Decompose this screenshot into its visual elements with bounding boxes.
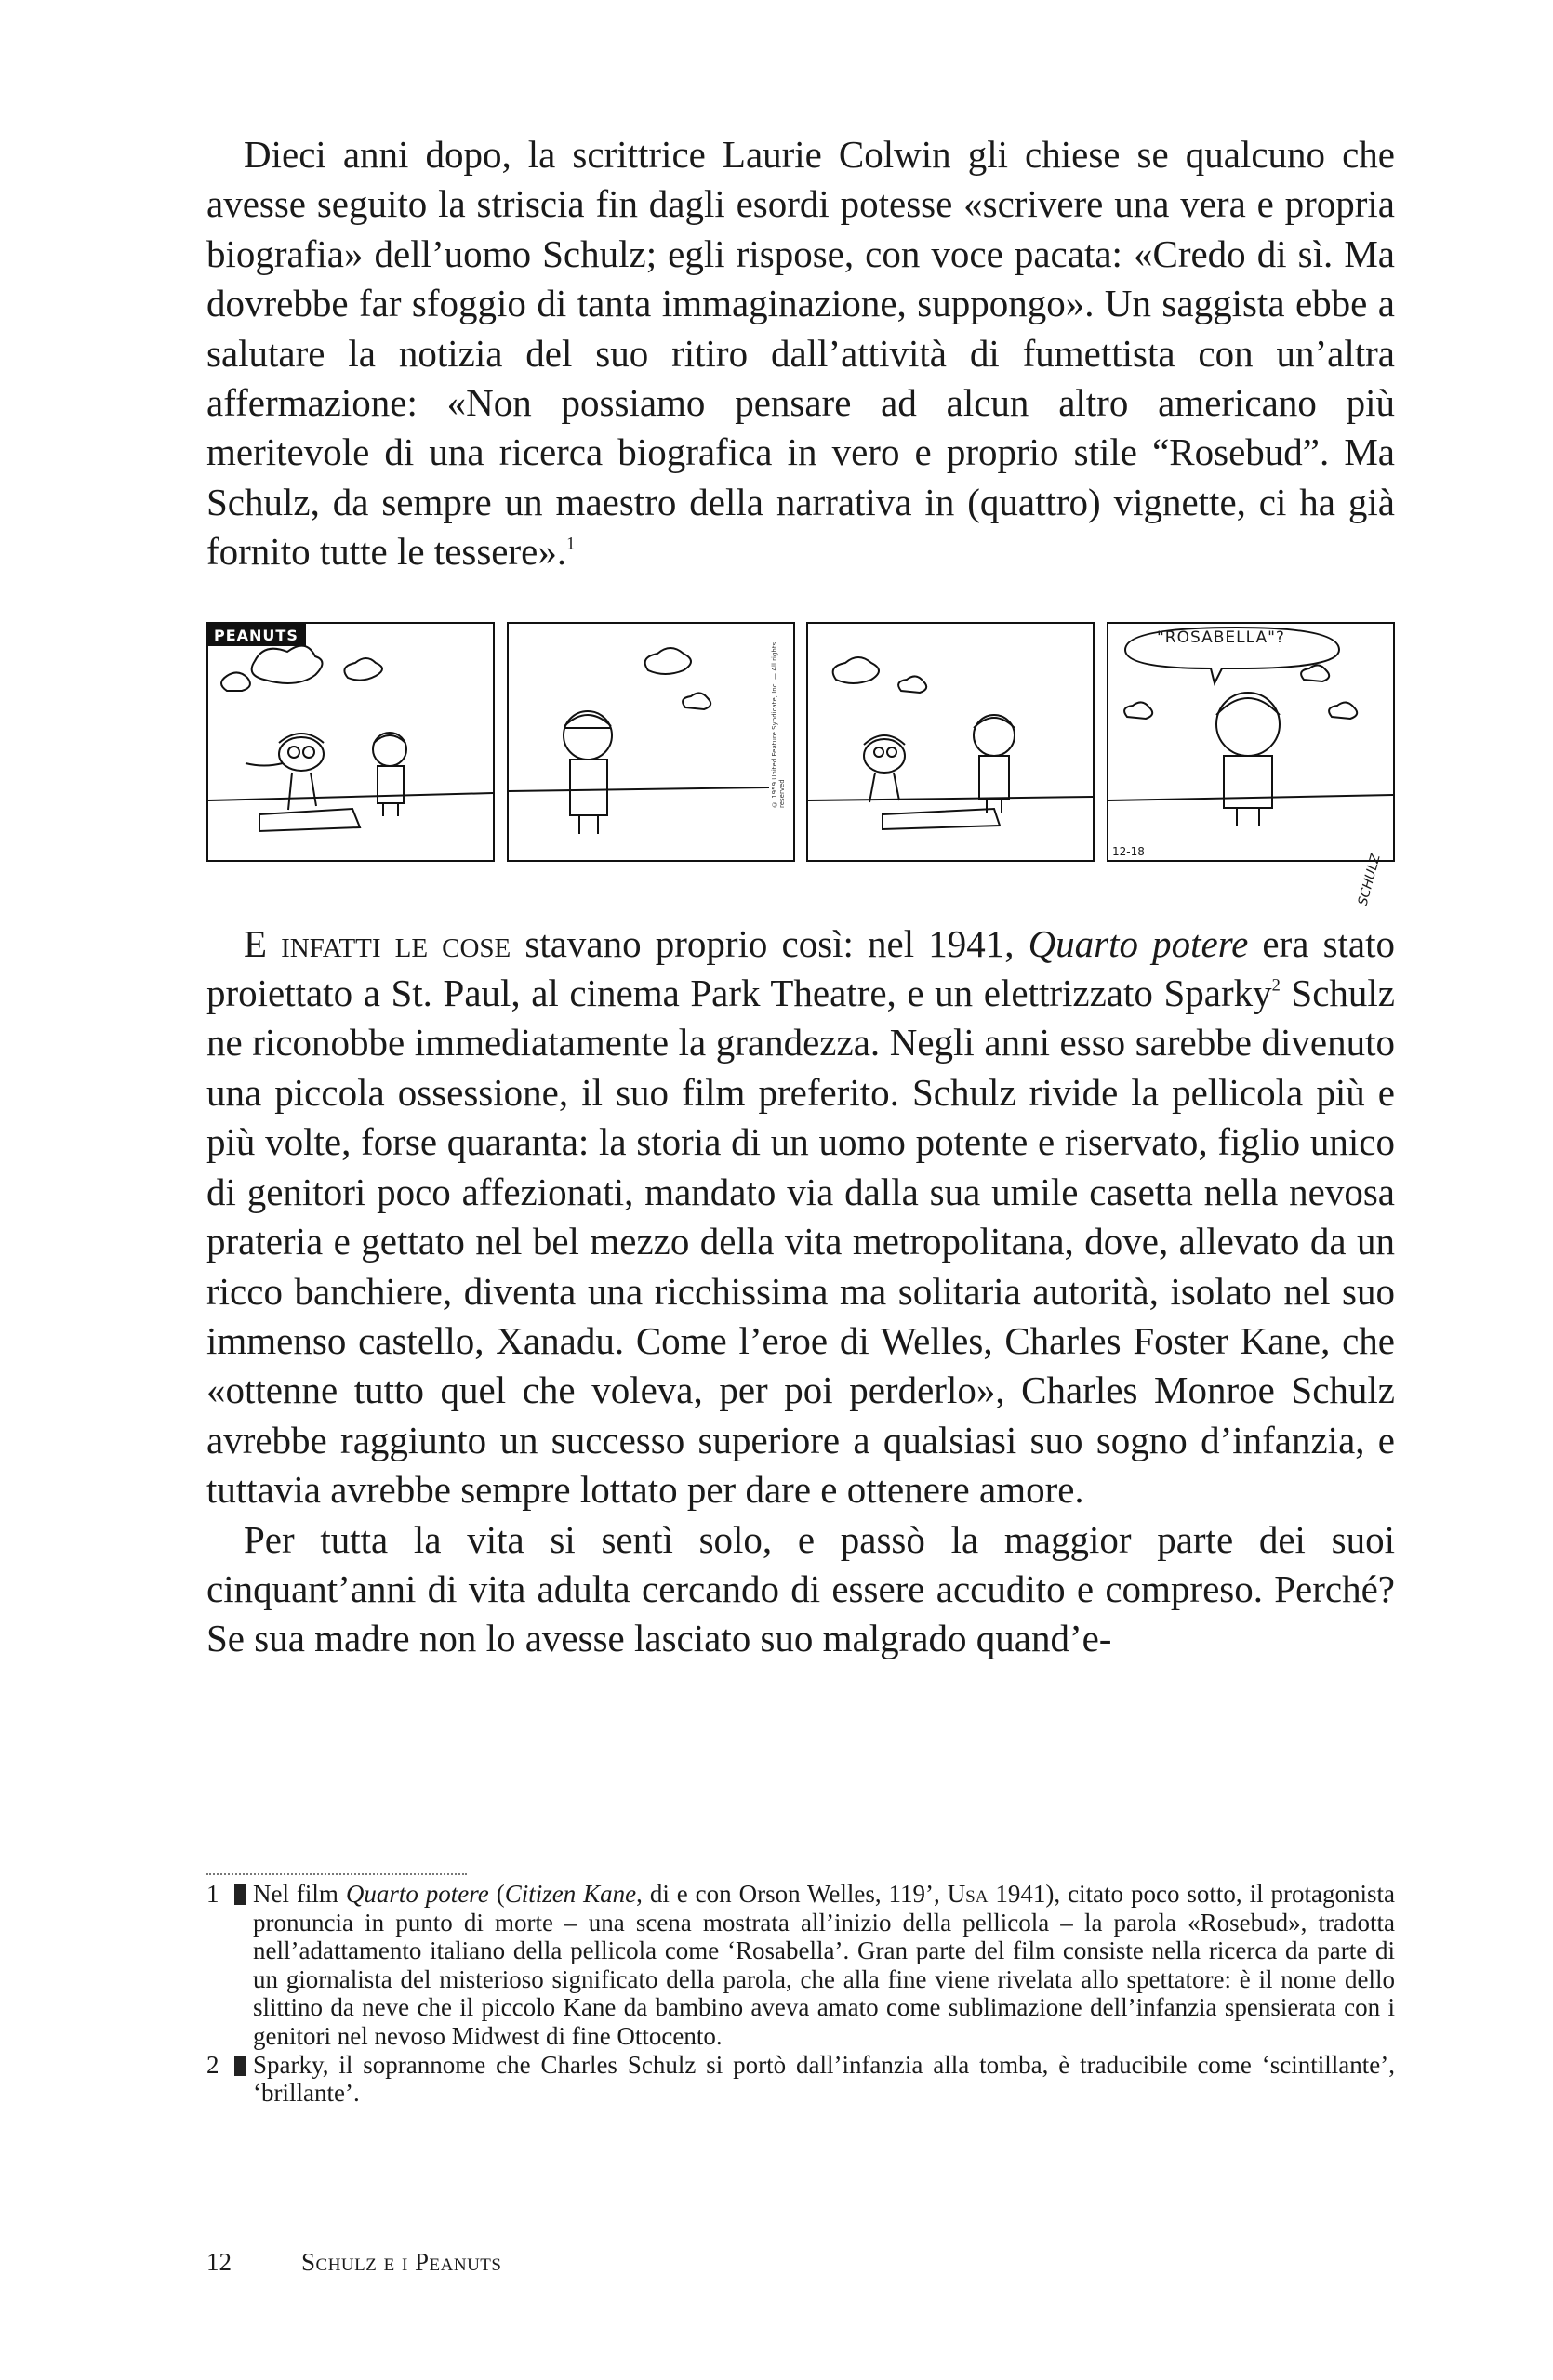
comic-panel-1 (206, 622, 495, 862)
panel-3-drawing (808, 624, 1093, 860)
peanuts-logo: PEANUTS (208, 624, 306, 646)
paragraph-2-lead: E infatti le cose (244, 921, 511, 965)
strip-date: 12-18 (1111, 844, 1145, 858)
film-title: Quarto potere (1028, 921, 1249, 965)
paragraph-3: Per tutta la vita si sentì solo, e passò la maggior parte dei suoi cinquant’anni di vita adulta cercando di essere accudito e compreso. Perché? Se sua madre non lo avesse lasciato suo malgrado quand’e- (206, 1517, 1395, 1660)
page-footer (206, 2248, 502, 2277)
footnote-1 (206, 1880, 1395, 2051)
footnotes (206, 1880, 1395, 2108)
schulz-signature: SCHULZ (1355, 852, 1384, 907)
comic-panel-4 (1107, 622, 1395, 907)
panel-4-drawing (1108, 624, 1393, 860)
page-number: 12 (206, 2248, 232, 2276)
footnote-2-text: Sparky, il soprannome che Charles Schulz si portò dall’infanzia alla tomba, è traducibile come ‘scintillante’, ‘brillante’. (253, 2050, 1395, 2108)
panel-2-drawing (509, 624, 793, 860)
speech-balloon-text: "ROSABELLA"? (1156, 628, 1285, 647)
footnote-ref-2[interactable]: 2 (1271, 975, 1281, 995)
footnote-separator (206, 1873, 467, 1875)
panel-1-drawing (208, 624, 493, 860)
footnote-ref-1[interactable]: 1 (566, 534, 576, 553)
footnote-1-text: Nel film Quarto potere (Citizen Kane, di e con Orson Welles, 119’, Usa 1941), citato poco sotto, il protagonista pronuncia in punto di morte – una scena mostrata all’inizio della pellicola – la parola «Rosebud», tradotta nell’adattamento italiano della pellicola come ‘Rosabella’. Gran parte del film consiste nella ricerca da parte di un giornalista del misterioso significato della parola, che alla fine viene rivelata allo spettatore: è il nome dello slittino da neve che il piccolo Kane da bambino aveva amato come sublimazione dell’infanzia spensierata con i genitori nel nevoso Midwest di fine Ottocento. (253, 1880, 1396, 2050)
paragraph-2: E infatti le cose stavano proprio così: nel 1941, Quarto potere era stato proiettato a St. Paul, al cinema Park Theatre, e un elettrizzato Sparky$^2$ Schulz ne riconobbe immediatamente la grandezza. Negli anni esso sarebbe divenuto una piccola ossessione, il suo film preferito. Schulz rivide la pellicola più e più volte, forse quaranta: la storia di un uomo potente e riservato, figlio unico di genitori poco affezionati, mandato via dalla sua umile casetta nella nevosa prateria e gettato nel bel mezzo della vita metropolitana, dove, allevato da un ricco banchiere, diventa una ricchissima ma solitaria autorità, isolato nel suo immenso castello, Xanadu. Come l’eroe di Welles, Charles Foster Kane, che «ottenne tutto quel che voleva, per poi perderlo», Charles Monroe Schulz avrebbe raggiunto un successo superiore a qualsiasi suo sogno d’infanzia, e tuttavia avrebbe sempre lottato per dare e ottenere amore. (206, 921, 1396, 1512)
comic-panel-2 (507, 622, 795, 862)
footnote-2 (206, 2051, 1395, 2108)
footnote-2-number: 2 (206, 2050, 219, 2079)
paragraph-1: Dieci anni dopo, la scrittrice Laurie Colwin gli chiese se qualcuno che avesse seguito la striscia fin dagli esordi potesse «scrivere una vera e propria biografia» dell’uomo Schulz; egli rispose, con voce pacata: «Credo di sì. Ma dovrebbe far sfoggio di tanta immaginazione, suppongo». Un saggista ebbe a salutare la notizia del suo ritiro dall’attività di fumettista con un’altra affermazione: «Non possiamo pensare ad alcun altro americano più meritevole di una ricerca biografica in vero e proprio stile “Rosebud”. Ma Schulz, da sempre un maestro della narrativa in (quattro) vignette, ci ha già fornito tutte le tessere».$^1$ (206, 133, 1395, 574)
footnote-marker-icon (234, 2056, 246, 2076)
footnote-marker-icon (234, 1884, 246, 1905)
comic-panel-3 (806, 622, 1095, 862)
copyright-notice: © 1959 United Feature Syndicate, Inc. — All rights reserved (770, 641, 786, 808)
running-title: Schulz e i Peanuts (301, 2248, 502, 2276)
peanuts-comic-strip (206, 622, 1395, 907)
footnote-1-number: 1 (206, 1880, 219, 1908)
main-text (206, 130, 1395, 1664)
